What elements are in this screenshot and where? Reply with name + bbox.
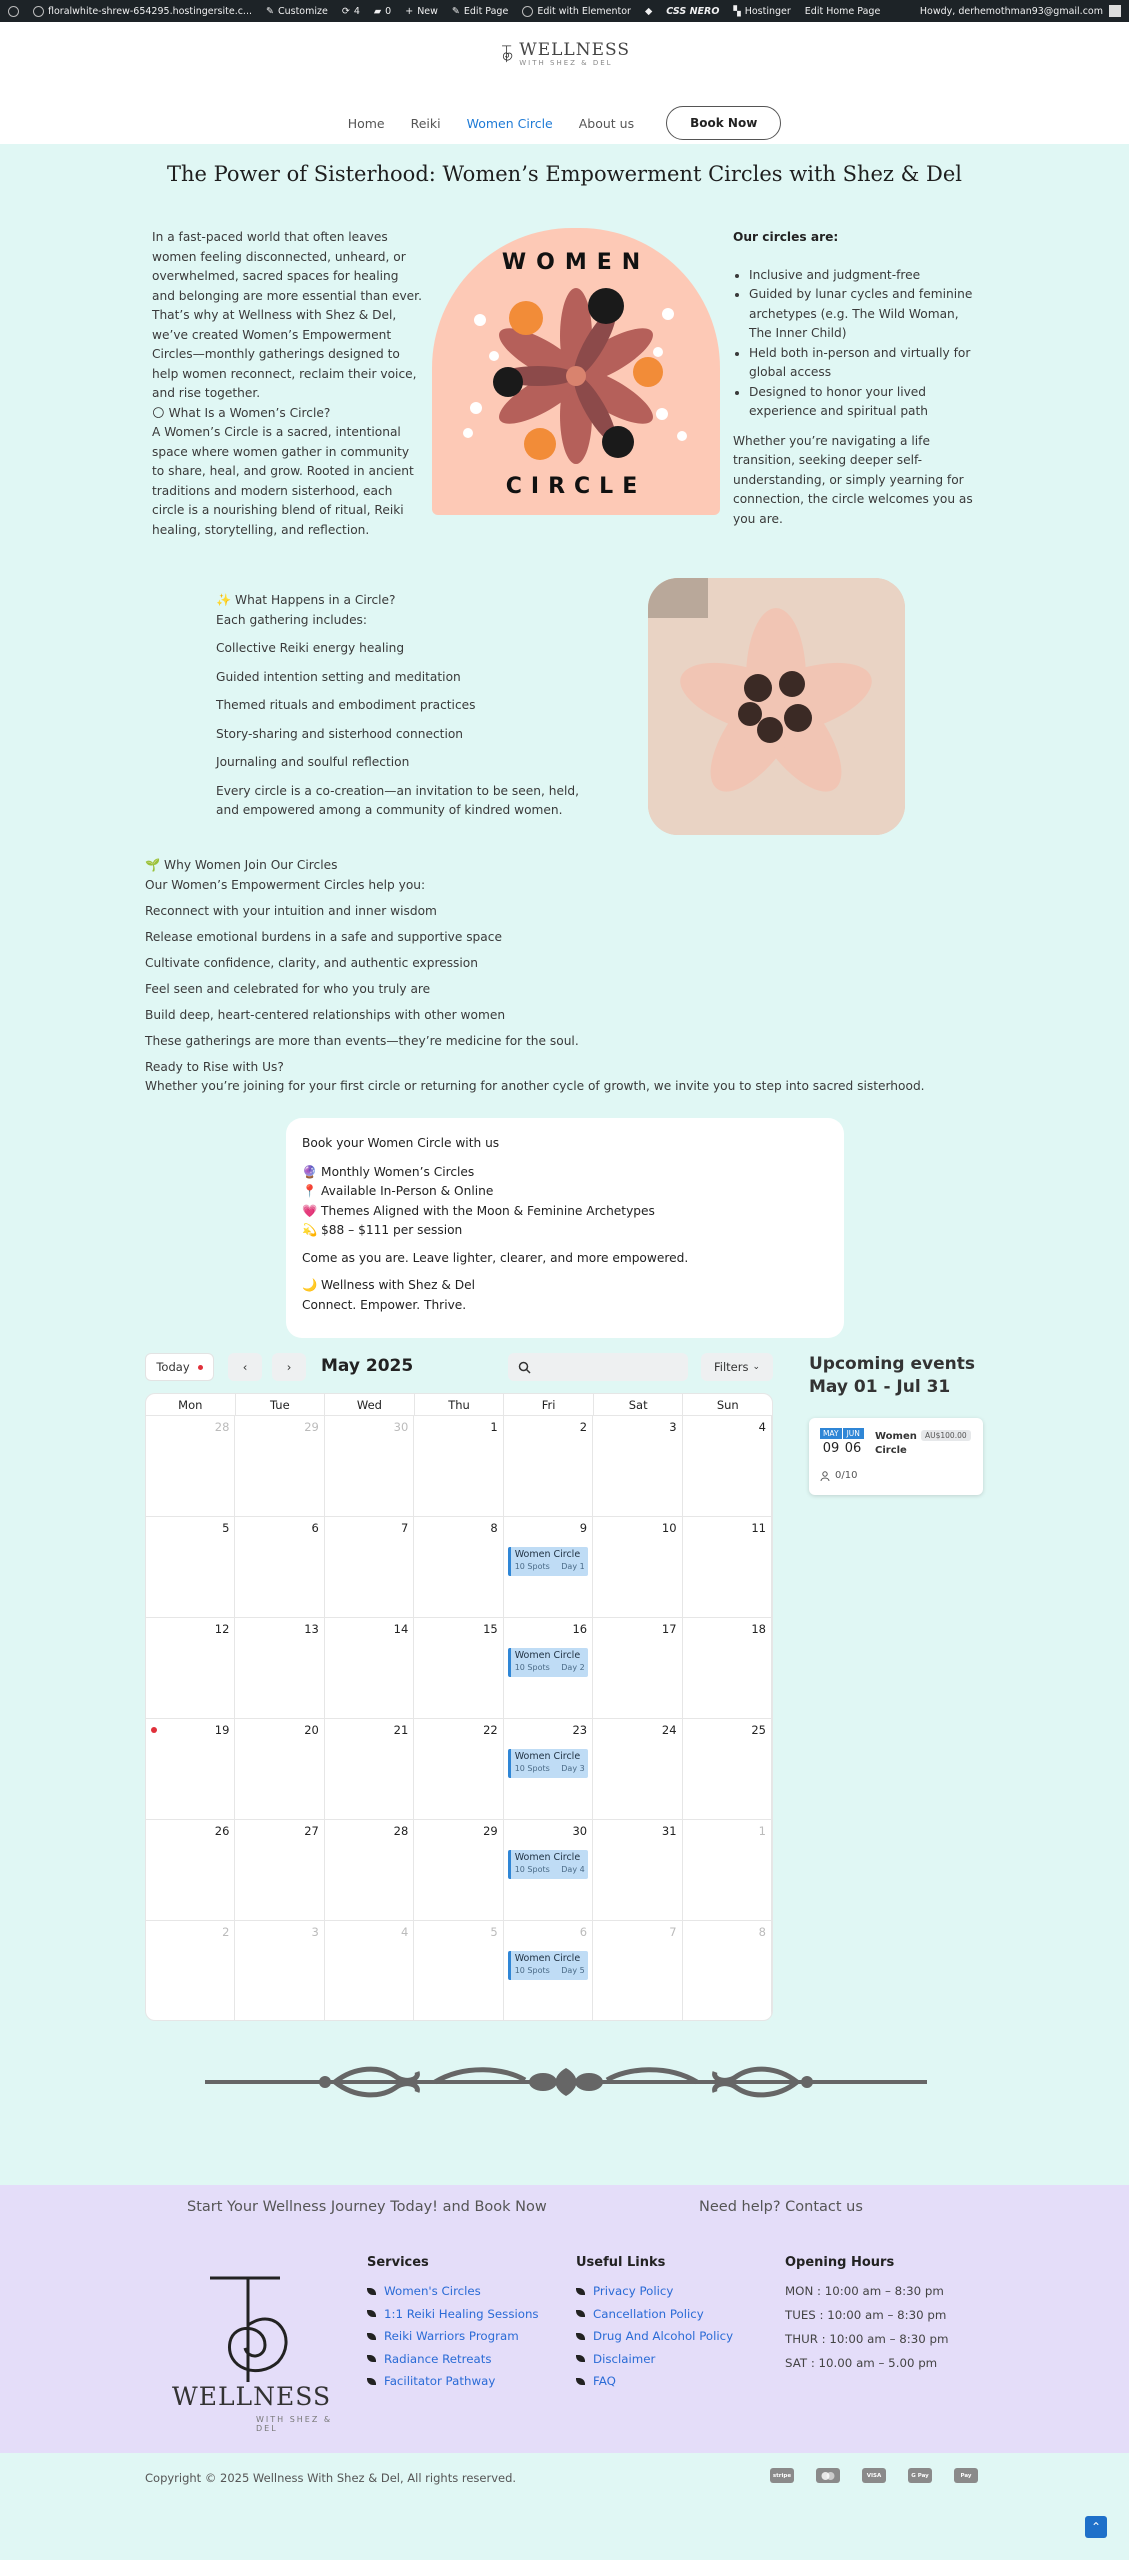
calendar-day-cell[interactable]: [414, 1719, 503, 1820]
calendar-day-cell[interactable]: [235, 1416, 324, 1517]
weekday-sat: Sat: [594, 1394, 684, 1415]
site-logo[interactable]: [500, 32, 630, 76]
day-number: 19: [214, 1723, 230, 1737]
nav-about-us[interactable]: About us: [578, 115, 635, 131]
booking-card: [286, 1118, 844, 1338]
hours-row: TUES : 10:00 am – 8:30 pm: [785, 2308, 947, 2322]
reiki-symbol-icon: [170, 2270, 340, 2390]
footer-cta-right[interactable]: Need help? Contact us: [699, 2199, 863, 2215]
upcoming-event-card[interactable]: [809, 1418, 983, 1495]
plus-icon: +: [405, 5, 414, 17]
link-label: Disclaimer: [593, 2351, 656, 2366]
link-cancellation-policy[interactable]: [576, 2307, 733, 2321]
footer-useful-links: [576, 2255, 733, 2397]
scroll-to-top-button[interactable]: [1085, 2516, 1107, 2538]
footer-cta-left[interactable]: Start Your Wellness Journey Today! and Book Now: [187, 2199, 547, 2215]
link-label: Cancellation Policy: [593, 2306, 704, 2321]
day-number: 14: [393, 1622, 409, 1636]
day-number: 3: [311, 1925, 319, 1939]
booking-come-text: Come as you are. Leave lighter, clearer, and more empowered.: [302, 1250, 689, 1265]
page-title: The Power of Sisterhood: Women’s Empowerment Circles with Shez & Del: [166, 162, 963, 186]
intro-question: 🌕 What Is a Women’s Circle?: [152, 405, 331, 420]
nav-reiki[interactable]: Reiki: [410, 115, 441, 131]
admin-customize-link[interactable]: ✎ Customize: [266, 5, 328, 17]
circles-list: [749, 266, 973, 422]
event-title: Women Circle: [514, 1852, 581, 1863]
admin-hostinger-link[interactable]: ▚ Hostinger: [733, 5, 791, 17]
leaf-icon: [367, 2378, 376, 2385]
day-number: 1: [758, 1824, 766, 1838]
chevron-up-icon: ⌃: [1090, 2520, 1102, 2534]
services-link-reiki-warriors[interactable]: [367, 2329, 539, 2343]
image-word-women: WOMEN: [501, 250, 651, 275]
calendar-day-cell[interactable]: [683, 1618, 772, 1719]
day-number: 2: [579, 1420, 588, 1434]
list-item: Build deep, heart-centered relationships with other women: [145, 1007, 506, 1022]
day-number: 7: [400, 1521, 409, 1535]
link-label: Facilitator Pathway: [384, 2374, 496, 2388]
leaf-icon: [367, 2333, 376, 2340]
list-item: • Designed to honor your lived experience and spiritual path: [749, 383, 973, 422]
happens-section: [216, 591, 586, 821]
book-now-button[interactable]: Book Now: [666, 106, 781, 140]
chevron-left-icon: ‹: [242, 1360, 248, 1374]
calendar-day-cell[interactable]: [504, 1820, 593, 1921]
comment-icon: ▰: [373, 5, 382, 17]
calendar-day-cell[interactable]: [325, 1719, 414, 1820]
booking-signature: 🌙 Wellness with Shez & Del: [302, 1278, 476, 1292]
day-number: 23: [572, 1723, 588, 1737]
day-number: 8: [758, 1925, 766, 1939]
women-circle-image: [432, 228, 720, 515]
day-number: 11: [751, 1521, 766, 1535]
upcoming-events: [809, 1353, 989, 1399]
footer-logo-subtitle: WITH SHEZ & DEL: [256, 2415, 333, 2433]
admin-edit-page-link[interactable]: ✎ Edit Page: [451, 5, 509, 17]
next-month-button[interactable]: [272, 1353, 306, 1381]
list-item: Reconnect with your intuition and inner wisdom: [145, 903, 437, 918]
happens-outro: Every circle is a co-creation—an invitation to be seen, held, and empowered among a community of kindred women.: [216, 783, 579, 817]
day-number: 6: [579, 1925, 588, 1939]
list-item: Cultivate confidence, clarity, and authentic expression: [145, 955, 478, 970]
logo-title: WELLNESS: [519, 39, 630, 60]
link-label: Drug And Alcohol Policy: [593, 2329, 734, 2343]
day-number: 25: [751, 1723, 766, 1737]
event-price-badge: AU$100.00: [921, 1430, 971, 1441]
day-number: 5: [222, 1521, 230, 1535]
calendar-day-cell[interactable]: [414, 1517, 503, 1618]
calendar-day-cell[interactable]: [593, 1517, 682, 1618]
filters-button[interactable]: [701, 1353, 773, 1381]
day-number: 4: [400, 1925, 409, 1939]
rise-title: Ready to Rise with Us?: [145, 1059, 284, 1074]
list-item: Release emotional burdens in a safe and supportive space: [145, 929, 502, 944]
calendar-day-cell[interactable]: [146, 1416, 235, 1517]
intro-section: [152, 228, 424, 540]
opening-hours-title: Opening Hours: [785, 2255, 895, 2270]
day-number: 5: [490, 1925, 498, 1939]
booking-title: Book your Women Circle with us: [302, 1136, 500, 1150]
apple-pay-icon: Pay: [954, 2468, 978, 2483]
event-days: [820, 1441, 864, 1456]
day-number: 6: [311, 1521, 319, 1535]
admin-comments-link[interactable]: ▰ 0: [373, 5, 392, 17]
calendar-toolbar: [145, 1353, 773, 1383]
today-label: Today: [156, 1360, 190, 1374]
calendar-day-cell[interactable]: [235, 1820, 324, 1921]
stripe-icon: stripe: [770, 2468, 794, 2483]
list-item: Story-sharing and sisterhood connection: [216, 726, 464, 741]
calendar-grid: [145, 1393, 773, 2021]
reiki-symbol-icon: [500, 34, 515, 74]
admin-account[interactable]: Howdy, derhemothman93@gmail.com: [920, 5, 1121, 17]
weekday-thu: Thu: [415, 1394, 505, 1415]
calendar-day-cell[interactable]: [414, 1820, 503, 1921]
visa-icon: VISA: [862, 2468, 886, 2483]
footer-logo-title: WELLNESS: [172, 2382, 332, 2411]
calendar-month-title: May 2025: [321, 1356, 414, 1376]
list-item: • Held both in-person and virtually for global access: [749, 344, 973, 383]
today-marker-icon: [151, 1727, 157, 1733]
day-number: 16: [572, 1622, 588, 1636]
day-number: 15: [483, 1622, 498, 1636]
calendar-search-input[interactable]: [508, 1353, 688, 1381]
link-label: Reiki Warriors Program: [384, 2329, 519, 2343]
day-number: 17: [661, 1622, 677, 1636]
day-number: 20: [304, 1723, 319, 1737]
wordpress-icon[interactable]: [8, 6, 19, 17]
services-link-radiance-retreats[interactable]: [367, 2352, 539, 2366]
event-day: Day 3: [561, 1764, 585, 1773]
event-title: Women Circle: [514, 1751, 581, 1762]
hostinger-icon: ▚: [733, 5, 741, 17]
calendar-day-cell[interactable]: [235, 1618, 324, 1719]
person-icon: [820, 1471, 830, 1481]
site-header: [0, 22, 1129, 144]
useful-links-title: Useful Links: [576, 2255, 666, 2270]
calendar-day-cell[interactable]: [504, 1921, 593, 2021]
list-item: Journaling and soulful reflection: [216, 755, 410, 769]
calendar-day-cell[interactable]: [325, 1618, 414, 1719]
link-label: Privacy Policy: [593, 2284, 674, 2298]
event-start-day: 09: [822, 1441, 840, 1456]
list-item: 🔮 Monthly Women’s Circles: [302, 1164, 475, 1179]
link-drug-alcohol-policy[interactable]: [576, 2329, 733, 2343]
leaf-icon: [576, 2288, 585, 2295]
why-section: [145, 856, 985, 1097]
calendar-day-cell[interactable]: [504, 1719, 593, 1820]
women-group-photo: [648, 578, 905, 835]
list-item: • Guided by lunar cycles and feminine archetypes (e.g. The Wild Woman, The Inner Child): [749, 285, 973, 344]
google-pay-icon: G Pay: [908, 2468, 932, 2483]
day-number: 1: [490, 1420, 498, 1434]
filters-label: Filters: [713, 1360, 749, 1374]
calendar-day-cell[interactable]: [683, 1820, 772, 1921]
intro-answer: A Women’s Circle is a sacred, intentional space where women gather in community to share, heal, and grow. Rooted in ancient traditions and modern sisterhood, each circle is a nourishing blend of ritual, Reiki healing, storytelling, and reflection.: [152, 425, 414, 537]
calendar-day-cell[interactable]: [683, 1517, 772, 1618]
leaf-icon: [367, 2355, 376, 2362]
why-title: 🌱 Why Women Join Our Circles: [145, 858, 338, 872]
calendar-day-cell[interactable]: [235, 1921, 324, 2021]
today-dot-icon: [198, 1365, 203, 1370]
leaf-icon: [576, 2378, 585, 2385]
leaf-icon: [367, 2310, 376, 2317]
happens-subtitle: Each gathering includes:: [216, 612, 368, 627]
link-label: Women's Circles: [384, 2284, 481, 2298]
circles-title: Our circles are:: [733, 230, 839, 244]
event-day: Day 1: [561, 1562, 585, 1571]
day-number: 12: [214, 1622, 230, 1636]
image-word-circle: CIRCLE: [505, 474, 647, 499]
event-day: Day 5: [561, 1966, 585, 1975]
calendar-day-cell[interactable]: [683, 1921, 772, 2021]
booking-tagline: Connect. Empower. Thrive.: [302, 1297, 467, 1312]
leaf-icon: [576, 2333, 585, 2340]
calendar-day-cell[interactable]: [235, 1517, 324, 1618]
calendar-day-cell[interactable]: [593, 1416, 682, 1517]
event-month-badge: [820, 1428, 864, 1439]
day-number: 21: [393, 1723, 409, 1737]
day-number: 13: [304, 1622, 319, 1636]
admin-edit-home-link[interactable]: Edit Home Page: [804, 5, 881, 17]
calendar-day-cell[interactable]: [146, 1517, 235, 1618]
admin-elementor-link[interactable]: Edit with Elementor: [522, 6, 631, 17]
list-item: • Inclusive and judgment-free: [749, 266, 973, 286]
services-link-reiki-healing[interactable]: [367, 2307, 539, 2321]
hours-row: MON : 10:00 am – 8:30 pm: [785, 2284, 944, 2298]
upcoming-range: May 01 - Jul 31: [809, 1377, 951, 1397]
list-item: Guided intention setting and meditation: [216, 669, 461, 684]
day-number: 30: [572, 1824, 588, 1838]
calendar-day-cell[interactable]: [414, 1618, 503, 1719]
elementor-icon: [522, 6, 533, 17]
footer-logo: [170, 2270, 340, 2433]
calendar-event[interactable]: [508, 1951, 588, 1980]
day-number: 2: [222, 1925, 230, 1939]
calendar-day-cell[interactable]: [593, 1618, 682, 1719]
day-number: 31: [661, 1824, 677, 1838]
list-item: 💗 Themes Aligned with the Moon & Feminine Archetypes: [302, 1203, 655, 1218]
leaf-icon: [367, 2288, 376, 2295]
intro-text: In a fast-paced world that often leaves women feeling disconnected, unheard, or overwhelmed, sacred spaces for healing and belonging are more essential than ever. That’s why at Wellness with Shez & Del, we’ve created Women’s Empowerment Circles—monthly gatherings designed to help women reconnect, reclaim their voice, and rise together.: [152, 230, 422, 400]
happens-title: ✨ What Happens in a Circle?: [216, 593, 396, 607]
admin-new-link[interactable]: + New: [405, 5, 438, 17]
calendar-day-cell[interactable]: [146, 1921, 235, 2021]
event-spots: 10 Spots: [514, 1966, 550, 1975]
copyright-text: Copyright © 2025 Wellness With Shez & Del, All rights reserved.: [145, 2471, 517, 2485]
link-label: 1:1 Reiki Healing Sessions: [384, 2306, 539, 2321]
calendar-event[interactable]: [508, 1850, 588, 1879]
day-number: 3: [669, 1420, 677, 1434]
today-button[interactable]: [145, 1353, 214, 1381]
avatar: [1109, 5, 1121, 17]
admin-updates-link[interactable]: ⟳ 4: [341, 5, 360, 17]
hours-row: THUR : 10:00 am – 8:30 pm: [785, 2332, 949, 2346]
day-number: 18: [751, 1622, 766, 1636]
calendar-day-cell[interactable]: [593, 1719, 682, 1820]
day-number: 22: [483, 1723, 498, 1737]
leaf-icon: [576, 2355, 585, 2362]
nav-women-circle[interactable]: Women Circle: [466, 115, 553, 131]
event-attendees: [820, 1470, 857, 1481]
ornamental-divider: [205, 2062, 927, 2102]
admin-cssnero-link[interactable]: CSS NERO: [666, 5, 720, 17]
list-item: These gatherings are more than events—they’re medicine for the soul.: [145, 1033, 579, 1048]
brush-icon: ✎: [266, 5, 274, 17]
admin-diamond-link[interactable]: [645, 6, 652, 17]
list-item: 💫 $88 – $111 per session: [302, 1223, 463, 1237]
link-disclaimer[interactable]: [576, 2352, 733, 2366]
women-circle-illustration: [432, 228, 720, 515]
day-number: 9: [579, 1521, 588, 1535]
services-link-facilitator-pathway[interactable]: [367, 2374, 539, 2388]
event-day: Day 2: [561, 1663, 585, 1672]
event-start-month: MAY: [820, 1428, 842, 1439]
calendar-day-cell[interactable]: [504, 1618, 593, 1719]
event-day: Day 4: [561, 1865, 585, 1874]
weekday-wed: Wed: [325, 1394, 415, 1415]
copyright-bar: [0, 2453, 1129, 2560]
hours-row: SAT : 10.00 am – 5.00 pm: [785, 2356, 938, 2370]
calendar-day-cell[interactable]: [146, 1719, 235, 1820]
link-label: FAQ: [593, 2374, 616, 2388]
list-item: Themed rituals and embodiment practices: [216, 698, 476, 712]
search-icon: [518, 1361, 531, 1374]
event-spots: 10 Spots: [514, 1562, 550, 1571]
home-icon: [33, 6, 44, 17]
calendar-weekday-header: [146, 1394, 772, 1416]
link-privacy-policy[interactable]: [576, 2284, 733, 2298]
event-title: Women Circle: [514, 1953, 581, 1964]
day-number: 28: [214, 1420, 230, 1434]
day-number: 10: [661, 1521, 677, 1535]
event-title: Women Circle: [514, 1650, 581, 1661]
calendar-day-cell[interactable]: [325, 1820, 414, 1921]
main-nav: [0, 106, 1129, 140]
diamond-icon: ◆: [644, 5, 653, 17]
chevron-down-icon: ⌄: [752, 1362, 761, 1372]
site-footer: [0, 2185, 1129, 2453]
day-number: 24: [661, 1723, 677, 1737]
services-title: Services: [367, 2255, 429, 2270]
mastercard-icon: [816, 2468, 840, 2483]
admin-site-link[interactable]: floralwhite-shrew-654295.hostingersite.c...: [33, 6, 252, 17]
footer-opening-hours: [785, 2255, 948, 2380]
link-label: Radiance Retreats: [384, 2351, 492, 2366]
event-name[interactable]: Women Circle: [875, 1431, 917, 1456]
updates-icon: ⟳: [341, 5, 350, 17]
weekday-mon: Mon: [146, 1394, 236, 1415]
event-spots: 10 Spots: [514, 1865, 550, 1874]
calendar-day-cell[interactable]: [325, 1517, 414, 1618]
calendar-day-cell[interactable]: [325, 1416, 414, 1517]
calendar-day-cell[interactable]: [325, 1921, 414, 2021]
admin-bar: [0, 0, 1129, 22]
calendar-day-cell[interactable]: [504, 1517, 593, 1618]
prev-month-button[interactable]: [228, 1353, 262, 1381]
list-item: 📍 Available In-Person & Online: [302, 1184, 494, 1198]
event-title: Women Circle: [514, 1549, 581, 1560]
calendar-day-cell[interactable]: [146, 1618, 235, 1719]
calendar-day-cell[interactable]: [593, 1820, 682, 1921]
event-attendee-count: 0/10: [835, 1470, 858, 1481]
day-number: 29: [304, 1420, 319, 1434]
circles-section: [733, 228, 973, 529]
link-faq[interactable]: [576, 2374, 733, 2388]
calendar-day-cell[interactable]: [593, 1921, 682, 2021]
logo-subtitle: WITH SHEZ & DEL: [519, 58, 613, 67]
day-number: 8: [490, 1521, 498, 1535]
calendar-day-cell[interactable]: [414, 1921, 503, 2021]
circles-outro: Whether you’re navigating a life transition, seeking deeper self-understanding, or simply yearning for connection, the circle welcomes you as you are.: [733, 433, 973, 526]
day-number: 4: [758, 1420, 766, 1434]
calendar-event[interactable]: [508, 1547, 588, 1576]
calendar-day-cell[interactable]: [683, 1416, 772, 1517]
upcoming-title: Upcoming events: [809, 1354, 975, 1374]
services-link-womens-circles[interactable]: [367, 2284, 539, 2298]
day-number: 28: [393, 1824, 409, 1838]
weekday-sun: Sun: [716, 1398, 739, 1412]
calendar-day-cell[interactable]: [414, 1416, 503, 1517]
chevron-right-icon: ›: [286, 1360, 292, 1374]
calendar-day-cell[interactable]: [146, 1820, 235, 1921]
nav-home[interactable]: Home: [347, 115, 385, 131]
day-number: 7: [669, 1925, 677, 1939]
calendar-day-cell[interactable]: [504, 1416, 593, 1517]
payment-methods: [770, 2468, 978, 2483]
day-number: 29: [483, 1824, 498, 1838]
event-end-day: 06: [844, 1441, 862, 1456]
event-end-month: JUN: [842, 1428, 865, 1439]
day-number: 27: [304, 1824, 319, 1838]
list-item: Collective Reiki energy healing: [216, 641, 405, 655]
group-photo-illustration: [648, 578, 905, 835]
footer-services: [367, 2255, 539, 2397]
rise-text: Whether you’re joining for your first circle or returning for another cycle of growth, we invite you to step into sacred sisterhood.: [145, 1079, 925, 1093]
why-subtitle: Our Women’s Empowerment Circles help you:: [145, 877, 426, 892]
calendar-day-cell[interactable]: [235, 1719, 324, 1820]
calendar-day-cell[interactable]: [683, 1719, 772, 1820]
weekday-tue: Tue: [236, 1394, 326, 1415]
day-number: 26: [214, 1824, 230, 1838]
list-item: Feel seen and celebrated for who you truly are: [145, 981, 431, 996]
day-number: 30: [393, 1420, 409, 1434]
event-spots: 10 Spots: [514, 1764, 550, 1773]
weekday-fri: Fri: [504, 1394, 594, 1415]
event-spots: 10 Spots: [514, 1663, 550, 1672]
pencil-icon: ✎: [451, 5, 460, 17]
calendar-event[interactable]: [508, 1749, 588, 1778]
calendar-event[interactable]: [508, 1648, 588, 1677]
leaf-icon: [576, 2310, 585, 2317]
